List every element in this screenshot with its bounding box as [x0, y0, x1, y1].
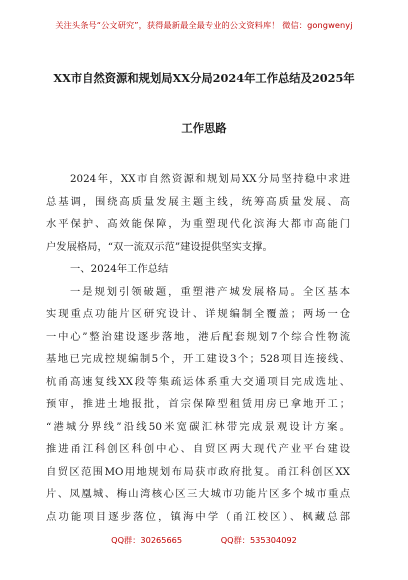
document-title-continued: 工作思路 — [181, 121, 227, 135]
header-promo-note: 关注头条号“公文研究”，获得最新最全最专业的公文资料库！ 微信：gongwenyj — [55, 20, 353, 30]
body-line: 2024年，XX市自然资源和规划局XX分局坚持稳中求进 — [70, 173, 350, 185]
footer-qq-group-2: QQ群：535304092 — [220, 535, 297, 545]
section-heading: 一、2024年工作总结 — [70, 263, 169, 275]
body-line: 杭甬高速复线XX段等集疏运体系重大交通项目完成选址、 — [46, 375, 350, 388]
body-line: 户发展格局，“双一流双示范”建设提供坚实支撑。 — [46, 240, 273, 253]
body-line: 自贸区范围MO用地规划布局获市政府批复。甬江科创区XX — [46, 465, 350, 478]
body-line: 预审，推进土地报批，首宗保障型租赁用房已拿地开工； — [46, 398, 350, 410]
document-title: XX市自然资源和规划局XX分局2024年工作总结及2025年 — [53, 71, 355, 85]
body-line: 片、凤凰城、梅山湾核心区三大城市功能片区多个城市重点 — [46, 488, 350, 500]
body-line: 实现重点功能片区研究设计、详规编制全覆盖；两场一仓 — [46, 308, 350, 320]
footer-contact — [0, 535, 408, 546]
body-line: 推进甬江科创区科创中心、自贸区两大现代产业平台建设 — [46, 443, 350, 455]
body-line: 一是规划引领破题，重塑港产城发展格局。全区基本 — [70, 285, 350, 298]
body-line: 点功能项目逐步落位，镇海中学（甬江校区）、枫藏总部 — [46, 510, 350, 523]
document-body — [46, 168, 350, 528]
body-line: 基地已完成控规编制5个，开工建设3个；528项目连接线、 — [46, 353, 350, 365]
body-line: “港城分界线”沿线50米宽碳汇林带完成景观设计方案。 — [46, 420, 350, 433]
body-line: 一中心”整治建设逐步落地，港后配套规划7个综合性物流 — [46, 330, 350, 343]
body-line: 总基调，围绕高质量发展主题主线，统筹高质量发展、高 — [46, 195, 350, 208]
footer-qq-group-1: QQ群：30265665 — [111, 535, 183, 545]
body-line: 水平保护、高效能保障，为重塑现代化滨海大都市高能门 — [46, 218, 350, 230]
